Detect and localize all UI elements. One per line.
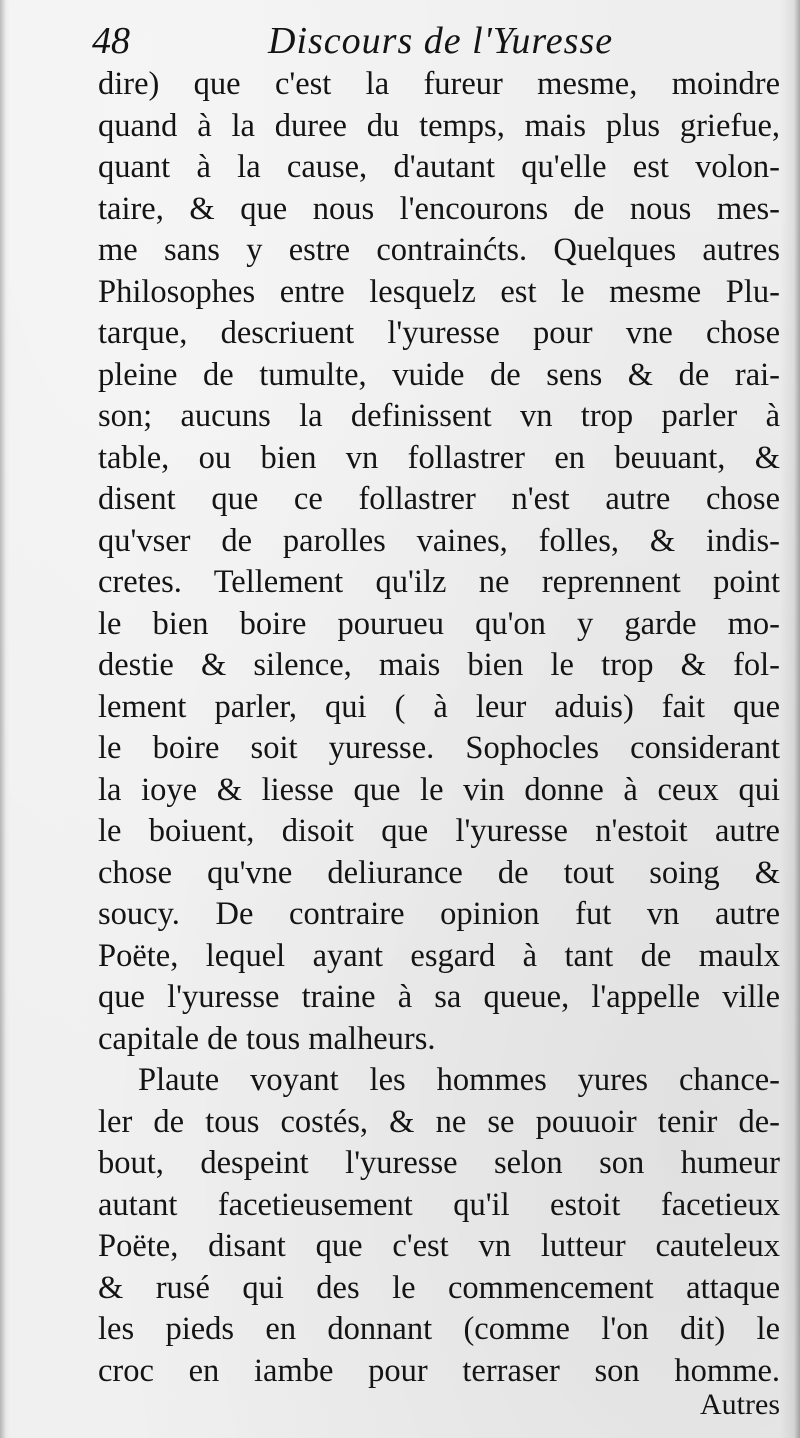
- text-line: pleine de tumulte, vuide de sens & de rai-: [98, 356, 780, 393]
- text-line: & rusé qui des le commencement attaque: [98, 1269, 780, 1306]
- text-line: table, ou bien vn follastrer en beuuant, &: [98, 439, 780, 476]
- text-line: la ioye & liesse que le vin donne à ceux qui: [98, 771, 780, 808]
- text-line: disent que ce follastrer n'est autre chose: [98, 481, 780, 517]
- text-line: dire) que c'est la fureur mesme, moindre: [98, 66, 780, 102]
- text-line: Plaute voyant les hommes yures chance-: [138, 1062, 780, 1098]
- text-line: destie & silence, mais bien le trop & fol-: [98, 647, 780, 683]
- text-line: capitale de tous malheurs.: [98, 1020, 436, 1057]
- catchword: Autres: [700, 1388, 780, 1421]
- text-line: chose qu'vne deliurance de tout soing &: [98, 854, 780, 891]
- text-line: que l'yuresse traine à sa queue, l'appelle ville: [98, 979, 780, 1015]
- body-text: [98, 64, 780, 1392]
- scan-shadow-right: [794, 0, 800, 1438]
- page-header: [92, 12, 692, 70]
- text-line: qu'vser de parolles vaines, folles, & indis-: [98, 522, 780, 559]
- text-line: Poëte, lequel ayant esgard à tant de maulx: [98, 937, 780, 974]
- text-line: tarque, descriuent l'yuresse pour vne chose: [98, 315, 780, 351]
- paragraph-2: [98, 1060, 780, 1392]
- text-line: Philosophes entre lesquelz est le mesme Plu-: [98, 273, 780, 310]
- text-line: bout, despeint l'yuresse selon son humeur: [98, 1145, 780, 1181]
- text-line: taire, & que nous l'encourons de nous mes-: [98, 190, 780, 227]
- text-line: ler de tous costés, & ne se pouuoir tenir de-: [98, 1103, 780, 1140]
- text-line: quand à la duree du temps, mais plus griefue,: [98, 107, 780, 144]
- text-line: le boire soit yuresse. Sophocles considerant: [98, 730, 780, 766]
- text-line: le boiuent, disoit que l'yuresse n'estoit autre: [98, 813, 780, 849]
- text-line: me sans y estre contrainćts. Quelques autres: [98, 232, 780, 268]
- text-line: son; aucuns la definissent vn trop parler à: [98, 398, 780, 434]
- page-number: 48: [92, 20, 130, 62]
- text-line: soucy. De contraire opinion fut vn autre: [98, 896, 780, 932]
- text-line: cretes. Tellement qu'ilz ne reprennent point: [98, 564, 780, 600]
- scan-shadow-left: [0, 0, 6, 1438]
- text-line: quant à la cause, d'autant qu'elle est volon-: [98, 149, 780, 185]
- text-line: croc en iambe pour terraser son homme.: [98, 1352, 780, 1389]
- running-title: Discours de l'Yuresse: [268, 20, 614, 62]
- text-line: autant facetieusement qu'il estoit facetieux: [98, 1186, 780, 1223]
- text-line: les pieds en donnant (comme l'on dit) le: [98, 1311, 780, 1347]
- text-line: Poëte, disant que c'est vn lutteur cauteleux: [98, 1228, 780, 1264]
- text-line: le bien boire pourueu qu'on y garde mo-: [98, 605, 780, 642]
- text-line: lement parler, qui ( à leur aduis) fait que: [98, 688, 780, 725]
- paragraph-1: [98, 64, 780, 1060]
